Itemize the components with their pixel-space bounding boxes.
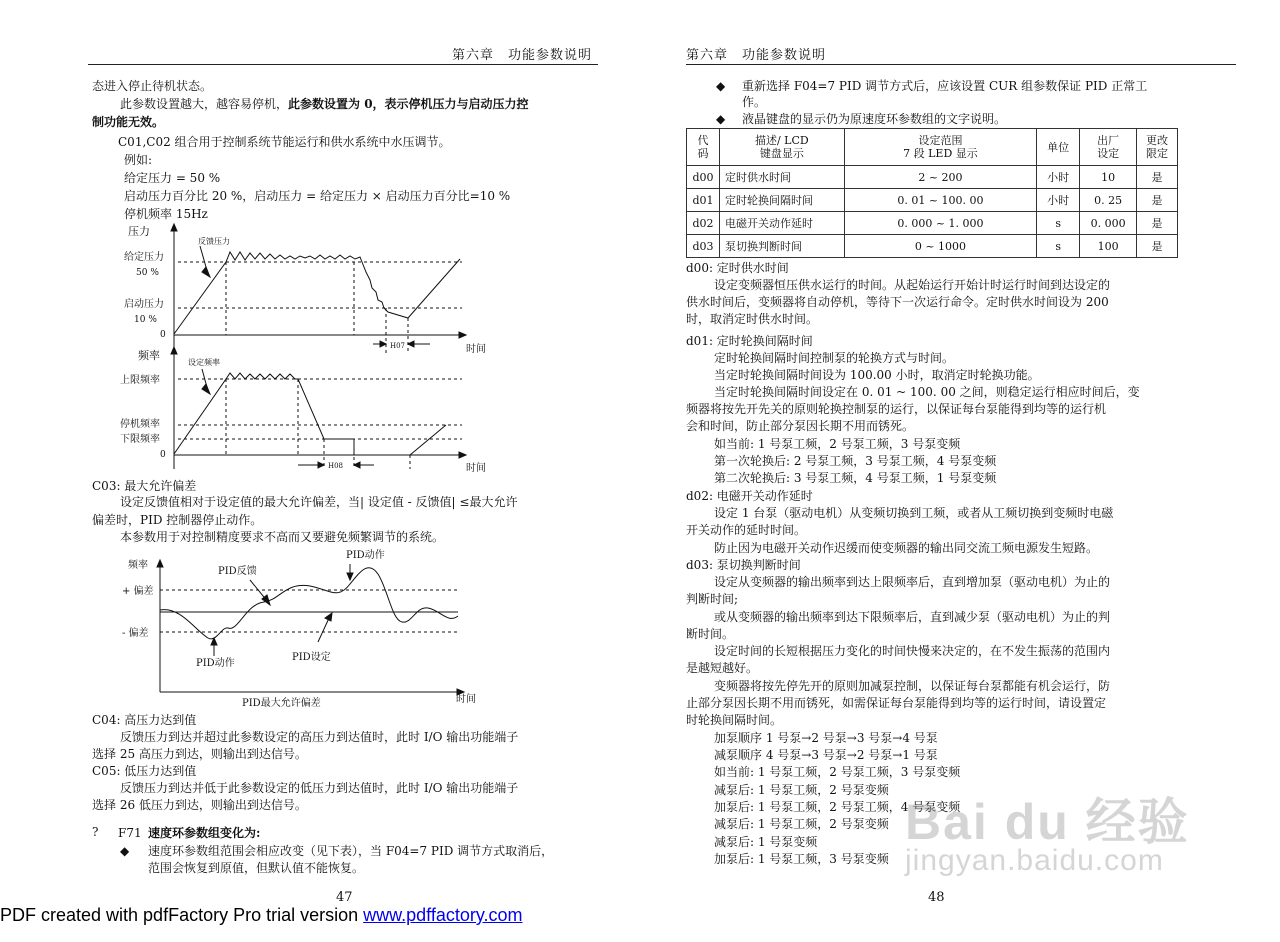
text-line: 如当前: 1 号泵工频，2 号泵工频，3 号泵变频 [714, 765, 961, 779]
right-header-rule [686, 64, 1236, 65]
parameter-table [686, 128, 1178, 258]
table-cell: 100 [1080, 235, 1137, 258]
text-line: 启动压力百分比 20 %，启动压力 = 给定压力 × 启动压力百分比=10 % [124, 189, 511, 203]
fig2-upper-freq: 上限频率 [120, 375, 160, 386]
text-line: 时，取消定时供水时间。 [686, 312, 819, 326]
table-cell: 0. 000 [1080, 212, 1137, 235]
text-line: 如当前: 1 号泵工频，2 号泵工频，3 号泵变频 [714, 437, 961, 451]
fig1-feedback-label: 反馈压力 [198, 237, 230, 246]
table-header-cell: 代 码 [687, 129, 720, 166]
text-line: d03: 泵切换判断时间 [686, 558, 801, 572]
table-cell: 0 ~ 1000 [844, 235, 1037, 258]
text-line: 加泵后: 1 号泵工频，2 号泵工频，4 号泵变频 [714, 800, 961, 814]
text-line: 频器将按先开先关的原则轮换控制泵的运行，以保证每台泵能得到均等的运行机 [686, 402, 1107, 416]
text-line: C05: 低压力达到值 [92, 764, 197, 778]
text-line: 速度环参数组范围会相应改变（见下表），当 F04=7 PID 调节方式取消后， [148, 844, 554, 858]
fig3-pid-set: PID设定 [292, 652, 331, 663]
watermark-brand: Bai du 经验 [905, 794, 1190, 850]
text-line: C04: 高压力达到值 [92, 713, 197, 727]
text-line: 范围会恢复到原值，但默认值不能恢复。 [148, 861, 365, 875]
table-cell: 是 [1137, 212, 1178, 235]
text-line: 设定变频器恒压供水运行的时间。从起始运行开始计时运行时间到达设定的 [714, 278, 1111, 292]
text-line: 第二次轮换后: 3 号泵工频，4 号泵工频，1 号泵变频 [714, 471, 997, 485]
fig2-time: 时间 [466, 463, 486, 474]
text-line: 或从变频器的输出频率到达下限频率后，直到减少泵（驱动电机）为止的判 [714, 610, 1111, 624]
table-header-cell: 描述/ LCD 键盘显示 [719, 129, 844, 166]
fig1-set-pressure: 给定压力 [124, 252, 164, 263]
text-line: 是越短越好。 [686, 661, 759, 675]
text-line: 反馈压力到达并低于此参数设定的低压力到达值时，此时 I/O 输出功能端子 [120, 781, 519, 795]
text-line: 设定反馈值相对于设定值的最大允许偏差，当| 设定值 - 反馈值| ≤最大允许 [120, 495, 518, 509]
text-line: 供水时间后，变频器将自动停机，等待下一次运行命令。定时供水时间设为 200 [686, 295, 1109, 309]
bullet-diamond-icon: ◆ [716, 79, 726, 93]
text-line: 设定从变频器的输出频率到达上限频率后，直到增加泵（驱动电机）为止的 [714, 575, 1111, 589]
table-cell: 0. 25 [1080, 189, 1137, 212]
text-line: 断时间。 [686, 627, 735, 641]
text-line: 减泵后: 1 号泵工频，2 号泵变频 [714, 783, 889, 797]
pid-deviation-chart [110, 544, 490, 712]
table-cell: 是 [1137, 189, 1178, 212]
fig3-pid-action-top: PID动作 [346, 550, 385, 561]
table-header-cell: 出厂 设定 [1080, 129, 1137, 166]
question-mark-icon: ? [92, 825, 99, 839]
left-page-header: 第六章 功能参数说明 [452, 48, 593, 63]
fig2-lower-freq: 下限频率 [120, 434, 160, 445]
bullet-diamond-icon: ◆ [716, 112, 726, 126]
fig3-caption: PID最大允许偏差 [242, 698, 321, 709]
footer-text: PDF created with pdfFactory Pro trial version [0, 905, 364, 925]
table-row [687, 235, 1178, 258]
table-cell: s [1037, 212, 1080, 235]
text-line: 此参数设置越大，越容易停机，此参数设置为 0，表示停机压力与启动压力控 [120, 97, 529, 111]
fig1-start-pct: 10 % [134, 315, 157, 325]
fig3-plus-deviation: + 偏差 [122, 586, 154, 597]
text-line: 设定 1 台泵（驱动电机）从变频切换到工频，或者从工频切换到变频时电磁 [714, 506, 1114, 520]
text-line: d00: 定时供水时间 [686, 261, 789, 275]
fig1-start-pressure: 启动压力 [124, 299, 164, 310]
text-line: 止部分泵因长期不用而锈死，如需保证每台泵能得到均等的运行时间，请设置定 [686, 696, 1107, 710]
text-line: 变频器将按先停先开的原则加减泵控制，以保证每台泵都能有机会运行，防 [714, 679, 1111, 693]
table-cell: 电磁开关动作延时 [719, 212, 844, 235]
table-row [687, 212, 1178, 235]
text-line: 制功能无效。 [92, 115, 165, 129]
table-cell: d01 [687, 189, 720, 212]
text-line: 防止因为电磁开关动作迟缓而使变频器的输出同交流工频电源发生短路。 [714, 541, 1099, 555]
text-line: 本参数用于对控制精度要求不高而又要避免频繁调节的系统。 [120, 530, 445, 544]
text-line: 会和时间，防止部分泵因长期不用而锈死。 [686, 419, 915, 433]
page-number-left: 47 [336, 890, 353, 905]
table-cell: d00 [687, 166, 720, 189]
table-row [687, 166, 1178, 189]
text-line: 加泵顺序 1 号泵→2 号泵→3 号泵→4 号泵 [714, 731, 938, 745]
text-line: 停机频率 15Hz [124, 207, 208, 221]
pdffactory-link[interactable]: www.pdffactory.com [363, 905, 523, 925]
table-cell: 定时轮换间隔时间 [719, 189, 844, 212]
text-line: 偏差时，PID 控制器停止动作。 [92, 513, 263, 527]
fig1-y-axis-label: 压力 [128, 225, 150, 238]
table-cell: 是 [1137, 166, 1178, 189]
watermark-url: jingyan.baidu.com [905, 844, 1164, 877]
text-line: d02: 电磁开关动作延时 [686, 489, 813, 503]
baidu-watermark [905, 782, 1195, 882]
table-cell: s [1037, 235, 1080, 258]
text-line: d01: 定时轮换间隔时间 [686, 334, 813, 348]
table-cell: d03 [687, 235, 720, 258]
table-cell: 0. 000 ~ 1. 000 [844, 212, 1037, 235]
fig2-zero: 0 [160, 450, 166, 460]
table-cell: 是 [1137, 235, 1178, 258]
fig2-y-axis-label: 频率 [138, 349, 160, 362]
text-line: 重新选择 F04=7 PID 调节方式后，应该设置 CUR 组参数保证 PID 正常工 [742, 79, 1148, 93]
fig1-time: 时间 [466, 344, 486, 355]
text-line: 减泵顺序 4 号泵→3 号泵→2 号泵→1 号泵 [714, 748, 938, 762]
fig2-h08: H08 [328, 462, 344, 470]
bullet-diamond-icon: ◆ [120, 844, 130, 858]
text-line: 加泵后: 1 号泵工频，3 号泵变频 [714, 852, 889, 866]
fig1-h07: H07 [390, 342, 406, 350]
pdf-footer-note [0, 905, 523, 926]
text-line: 给定压力 = 50 % [124, 171, 221, 185]
frequency-chart [90, 345, 510, 477]
fig1-set-pct: 50 % [136, 268, 159, 278]
fig3-minus-deviation: - 偏差 [122, 628, 149, 639]
section-title: 速度环参数组变化为: [148, 826, 261, 840]
table-header-cell: 更改 限定 [1137, 129, 1178, 166]
table-header-cell: 单位 [1037, 129, 1080, 166]
pressure-chart [90, 222, 510, 362]
table-header-cell: 设定范围 7 段 LED 显示 [844, 129, 1037, 166]
table-cell: d02 [687, 212, 720, 235]
table-cell: 小时 [1037, 166, 1080, 189]
fig1-zero: 0 [160, 330, 166, 340]
fig3-y-axis-label: 频率 [128, 560, 148, 571]
text-line: 液晶键盘的显示仍为原速度环参数组的文字说明。 [742, 112, 1007, 126]
left-header-rule [88, 64, 598, 65]
table-cell: 2 ~ 200 [844, 166, 1037, 189]
page-number-right: 48 [928, 890, 945, 905]
table-cell: 泵切换判断时间 [719, 235, 844, 258]
fig3-time: 时间 [456, 694, 476, 705]
text-line: 作。 [742, 95, 767, 109]
table-header-row [687, 129, 1178, 166]
table-cell: 定时供水时间 [719, 166, 844, 189]
fig2-stop-freq: 停机频率 [120, 419, 160, 430]
fig2-set-freq-label: 设定频率 [188, 358, 220, 367]
text-line: 反馈压力到达并超过此参数设定的高压力到达值时，此时 I/O 输出功能端子 [120, 730, 519, 744]
text-line: 当定时轮换间隔时间设定在 0. 01 ~ 100. 00 之间，则稳定运行相应时间后，变 [714, 385, 1140, 399]
text-line: 定时轮换间隔时间控制泵的轮换方式与时间。 [714, 351, 955, 365]
table-row [687, 189, 1178, 212]
table-cell: 小时 [1037, 189, 1080, 212]
text-line: 判断时间; [686, 592, 739, 606]
text-line: C01,C02 组合用于控制系统节能运行和供水系统中水压调节。 [118, 135, 451, 149]
fig3-pid-feedback: PID反馈 [218, 566, 257, 577]
right-page-header: 第六章 功能参数说明 [686, 48, 827, 63]
text-line: 当定时轮换间隔时间设为 100.00 小时，取消定时轮换功能。 [714, 368, 1040, 382]
table-cell: 0. 01 ~ 100. 00 [844, 189, 1037, 212]
text-line: F71 [118, 826, 142, 840]
fig3-pid-action-bottom: PID动作 [196, 658, 235, 669]
text-line: C03: 最大允许偏差 [92, 479, 197, 493]
text-line: 开关动作的延时时间。 [686, 523, 807, 537]
text-line: 例如: [124, 153, 153, 167]
text-line: 减泵后: 1 号泵工频，2 号泵变频 [714, 817, 889, 831]
text-line: 设定时间的长短根据压力变化的时间快慢来决定的，在不发生振荡的范围内 [714, 644, 1111, 658]
text-line: 第一次轮换后: 2 号泵工频，3 号泵工频，4 号泵变频 [714, 454, 997, 468]
text-line: 减泵后: 1 号泵变频 [714, 835, 818, 849]
table-cell: 10 [1080, 166, 1137, 189]
text-line: 态进入停止待机状态。 [92, 79, 213, 93]
text-line: 时轮换间隔时间。 [686, 713, 783, 727]
text-line: 选择 26 低压力到达，则输出到达信号。 [92, 798, 307, 812]
text-line: 选择 25 高压力到达，则输出到达信号。 [92, 747, 307, 761]
